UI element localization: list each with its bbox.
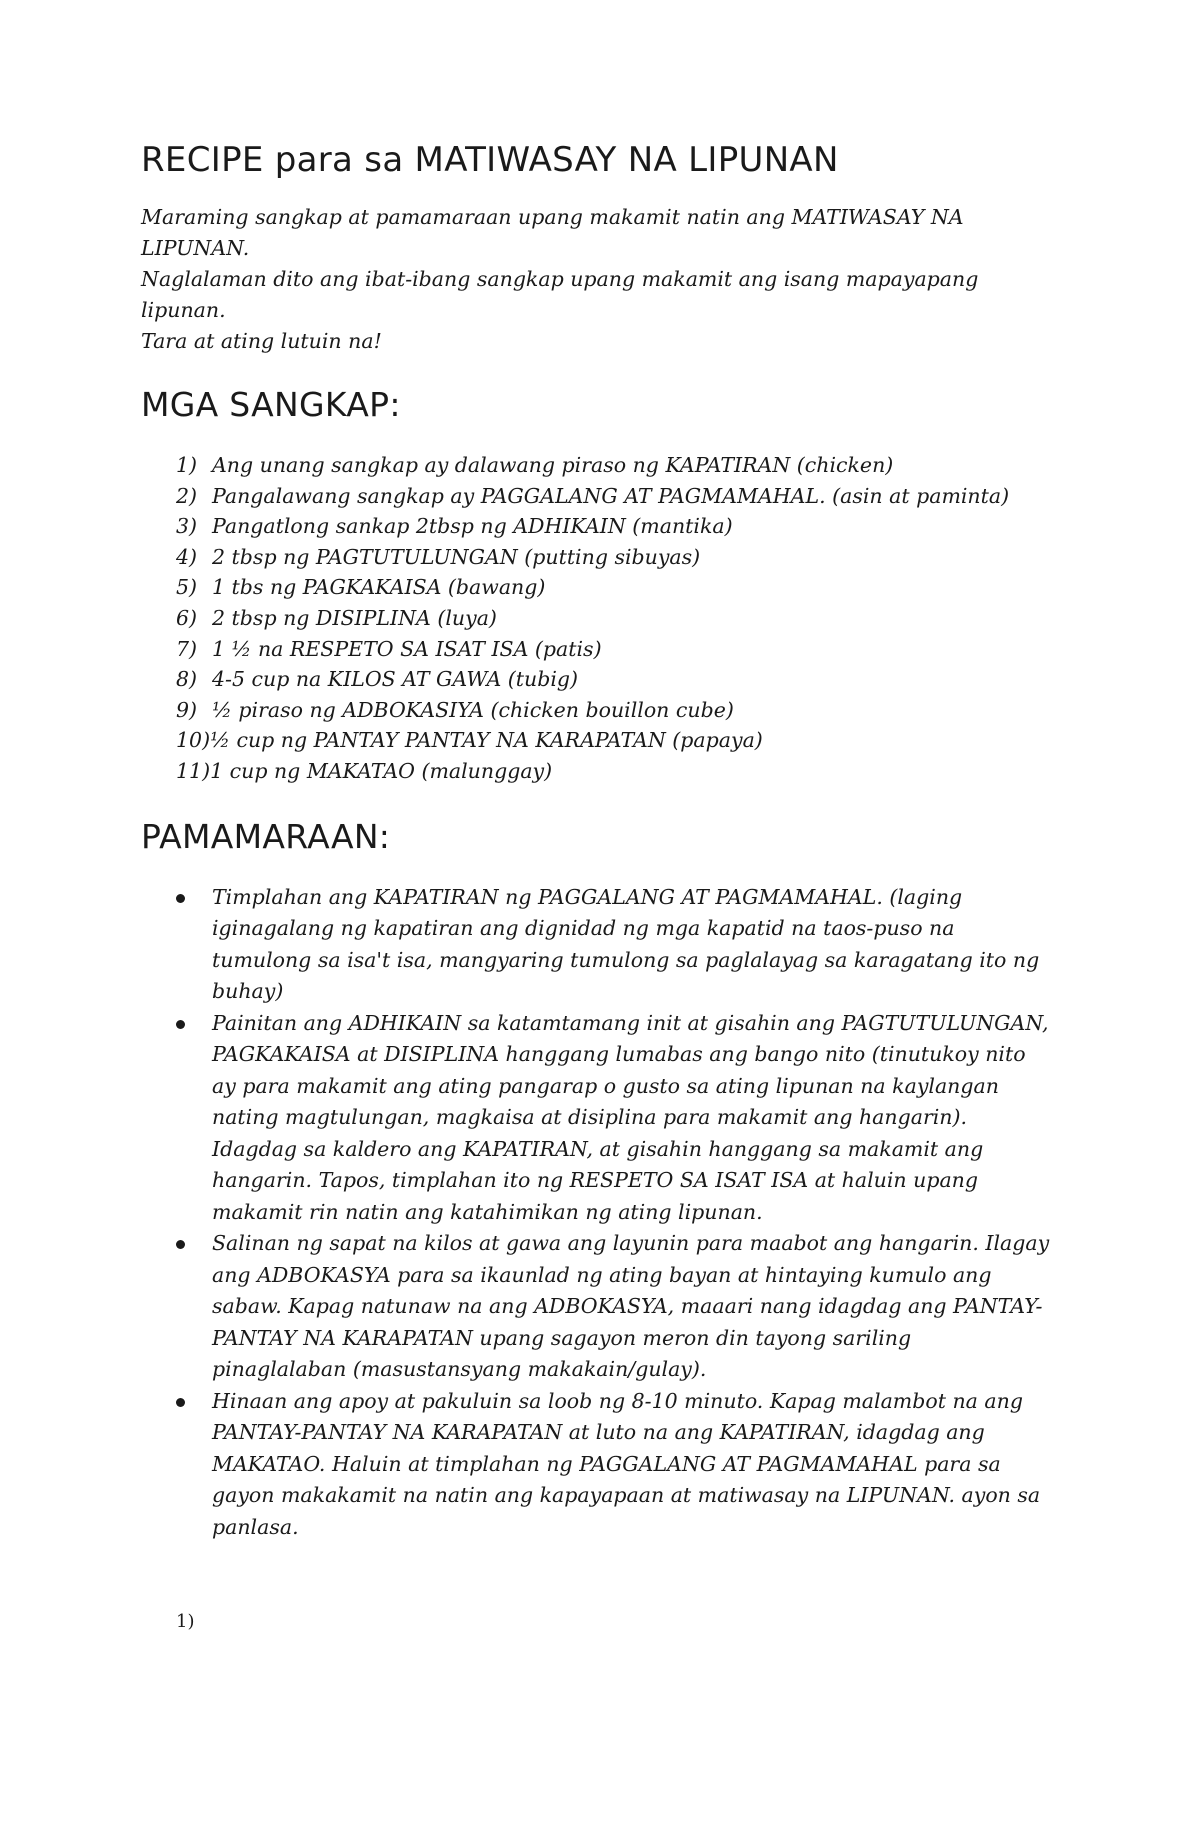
procedure-step [176,1008,1050,1229]
ingredient-text: 2 tbsp ng DISIPLINA (luya) [212,605,497,630]
ingredient-number: 8) [176,667,198,692]
ingredient-item [176,664,1050,695]
ingredient-number: 2) [176,483,198,508]
bullet-icon [176,1398,185,1407]
ingredient-number: 7) [176,636,198,661]
footer-list-number: 1) [176,1611,195,1632]
bullet-icon [176,1020,185,1029]
procedure-step-text: Timplahan ang KAPATIRAN ng PAGGALANG AT PAGMAMAHAL. (laging iginagalang ng kapatiran ang dignidad ng mga kapatid na taos-puso na tumulong sa isa't isa, mangyaring tumulong sa paglalayag sa karagatang ito ng buhay) [212,884,1040,1004]
ingredient-text: Pangalawang sangkap ay PAGGALANG AT PAGMAMAHAL. (asin at paminta) [212,483,1010,508]
intro-line: Maraming sangkap at pamamaraan upang makamit natin ang MATIWASAY NA LIPUNAN. [141,205,964,260]
ingredient-number: 10) [176,728,211,753]
ingredient-item [176,511,1050,542]
ingredient-text: 2 tbsp ng PAGTUTULUNGAN (putting sibuyas) [212,544,701,569]
ingredient-number: 9) [176,697,198,722]
procedure-step-text: Salinan ng sapat na kilos at gawa ang layunin para maabot ang hangarin. Ilagay ang ADBOKASYA para sa ikaunlad ng ating bayan at hintaying kumulo ang sabaw. Kapag natunaw na ang ADBOKASYA, maaari nang idagdag ang PANTAY-PANTAY NA KARAPATAN upang sagayon meron din tayong sariling pinaglalaban (masustansyang makakain/gulay). [212,1231,1050,1382]
bullet-icon [176,1240,185,1249]
ingredient-item [176,450,1050,481]
ingredient-number: 5) [176,575,198,600]
ingredient-item [176,542,1050,573]
ingredient-text: Pangatlong sankap 2tbsp ng ADHIKAIN (mantika) [212,514,733,539]
intro-paragraph [141,202,1050,357]
ingredients-heading: MGA SANGKAP: [141,385,401,424]
ingredient-number: 11) [176,758,211,783]
ingredient-item [176,695,1050,726]
ingredient-item [176,481,1050,512]
intro-line: Naglalaman dito ang ibat-ibang sangkap upang makamit ang isang mapayapang lipunan. [141,267,979,322]
bullet-icon [176,894,185,903]
procedure-step [176,882,1050,1008]
ingredient-text: ½ piraso ng ADBOKASIYA (chicken bouillon cube) [212,697,734,722]
ingredient-text: 1 ½ na RESPETO SA ISAT ISA (patis) [212,636,602,661]
ingredient-text: ½ cup ng PANTAY PANTAY NA KARAPATAN (papaya) [210,728,763,753]
procedure-step-text: Hinaan ang apoy at pakuluin sa loob ng 8-10 minuto. Kapag malambot na ang PANTAY-PANTAY NA KARAPATAN at luto na ang KAPATIRAN, idagdag ang MAKATAO. Haluin at timplahan ng PAGGALANG AT PAGMAMAHAL para sa gayon makakamit na natin ang kapayapaan at matiwasay na LIPUNAN. ayon sa panlasa. [212,1388,1041,1539]
ingredient-text: Ang unang sangkap ay dalawang piraso ng KAPATIRAN (chicken) [212,453,894,477]
procedure-step [176,1228,1050,1386]
ingredient-item [176,634,1050,665]
ingredient-number: 1) [176,453,198,477]
ingredient-number: 4) [176,544,198,569]
ingredient-item [176,725,1050,756]
ingredient-item [176,756,1050,787]
procedure-step-text: Painitan ang ADHIKAIN sa katamtamang init at gisahin ang PAGTUTULUNGAN, PAGKAKAISA at DISIPLINA hanggang lumabas ang bango nito (tinutukoy nito ay para makamit ang ating pangarap o gusto sa ating lipunan na kaylangan nating magtulungan, magkaisa at disiplina para makamit ang hangarin). Idagdag sa kaldero ang KAPATIRAN, at gisahin hanggang sa makamit ang hangarin. Tapos, timplahan ito ng RESPETO SA ISAT ISA at haluin upang makamit rin natin ang katahimikan ng ating lipunan. [212,1010,1049,1224]
ingredient-item [176,572,1050,603]
intro-line: Tara at ating lutuin na! [141,329,382,353]
ingredient-number: 6) [176,605,198,630]
ingredient-item [176,603,1050,634]
ingredient-text: 4-5 cup na KILOS AT GAWA (tubig) [212,667,579,692]
procedure-heading: PAMAMARAAN: [141,816,391,856]
procedure-list [141,882,1050,1544]
ingredient-text: 1 cup ng MAKATAO (malunggay) [210,758,553,783]
ingredient-text: 1 tbs ng PAGKAKAISA (bawang) [212,575,546,600]
ingredient-number: 3) [176,514,198,539]
ingredients-list [141,450,1050,787]
document-title: RECIPE para sa MATIWASAY NA LIPUNAN [141,140,839,180]
procedure-step [176,1386,1050,1544]
